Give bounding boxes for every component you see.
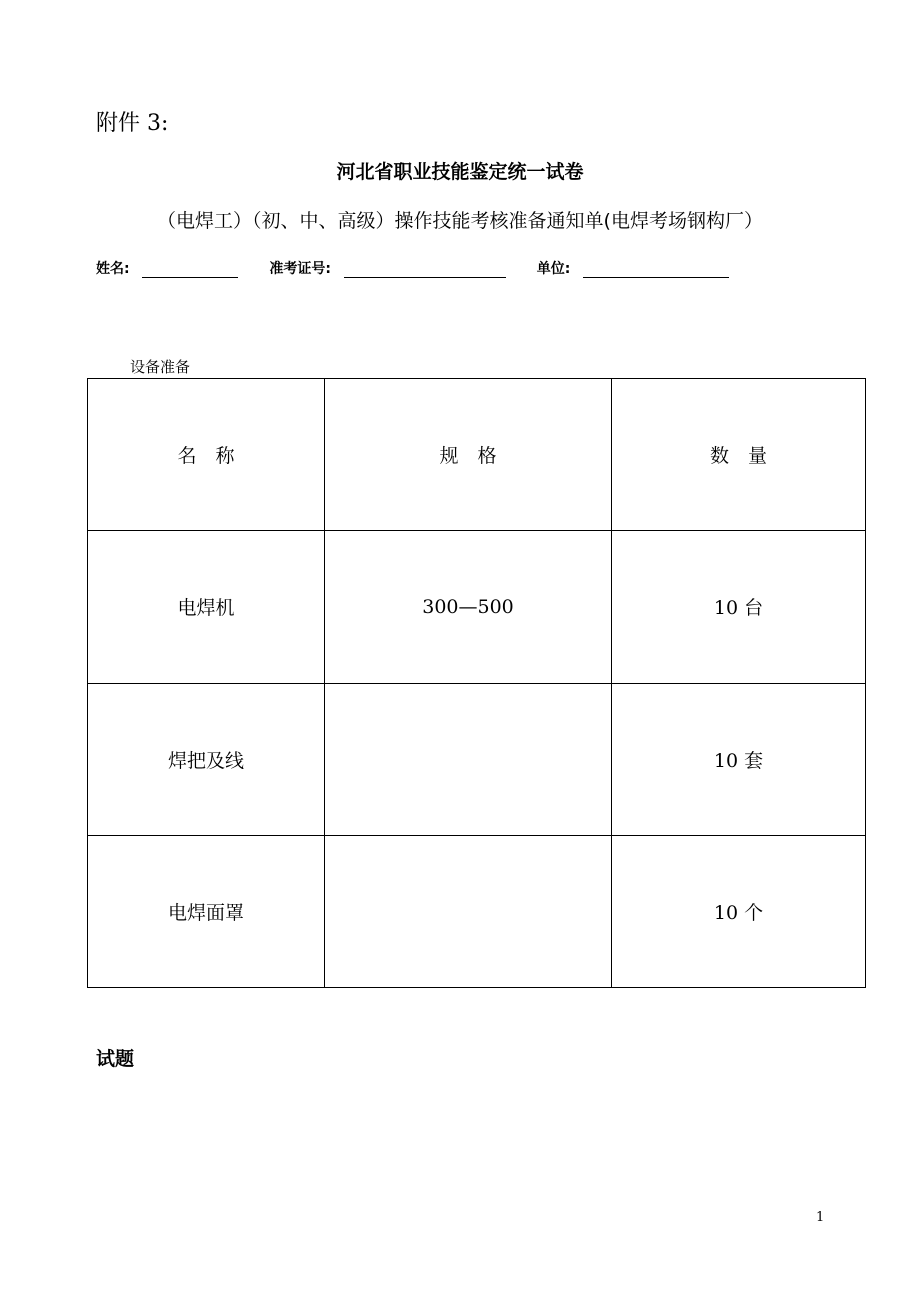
- cell-name: 焊把及线: [88, 683, 325, 835]
- exam-id-field[interactable]: [344, 261, 506, 278]
- header-spec: 规 格: [325, 379, 612, 531]
- table-row: [88, 683, 866, 835]
- exam-id-label: 准考证号:: [269, 261, 331, 277]
- name-field[interactable]: [142, 261, 238, 278]
- cell-name: 电焊机: [88, 531, 325, 683]
- table-header-row: [88, 379, 866, 531]
- unit-field[interactable]: [583, 261, 729, 278]
- header-qty: 数 量: [612, 379, 866, 531]
- cell-qty: 10 个: [612, 835, 866, 987]
- document-title: 河北省职业技能鉴定统一试卷: [336, 161, 584, 183]
- cell-spec: [325, 683, 612, 835]
- equipment-table: [87, 378, 866, 988]
- table-row: [88, 531, 866, 683]
- cell-qty: 10 套: [612, 683, 866, 835]
- cell-name: 电焊面罩: [88, 835, 325, 987]
- candidate-fields: [96, 258, 729, 278]
- table-row: [88, 835, 866, 987]
- attachment-label: 附件 3:: [96, 111, 169, 136]
- cell-spec: 300—500: [325, 531, 612, 683]
- section-title: 设备准备: [130, 358, 191, 376]
- name-label: 姓名:: [96, 261, 130, 277]
- unit-label: 单位:: [536, 261, 571, 277]
- cell-qty: 10 台: [612, 531, 866, 683]
- header-name: 名 称: [88, 379, 325, 531]
- trial-heading: 试题: [96, 1048, 135, 1070]
- cell-spec: [325, 835, 612, 987]
- document-subtitle: （电焊工）（初、中、高级）操作技能考核准备通知单(电焊考场钢构厂）: [157, 210, 763, 232]
- page-number: 1: [816, 1210, 825, 1225]
